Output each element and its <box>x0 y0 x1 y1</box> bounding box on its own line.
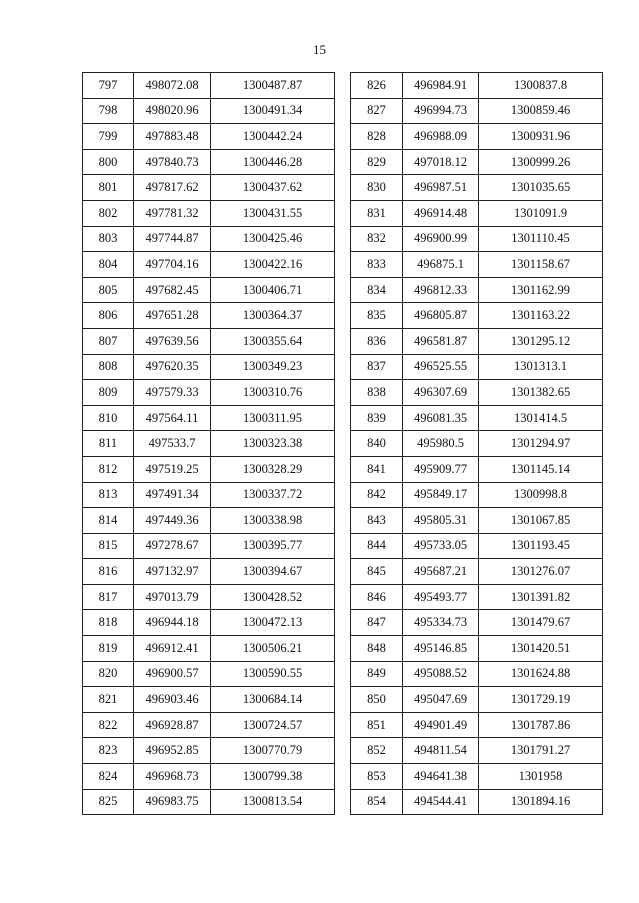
point-number-cell: 799 <box>83 124 134 150</box>
point-number-cell: 819 <box>83 636 134 662</box>
table-body <box>351 73 603 815</box>
table-row <box>83 98 335 124</box>
x-coordinate-cell: 496525.55 <box>403 354 479 380</box>
y-coordinate-cell: 1300395.77 <box>211 533 335 559</box>
table-row <box>351 712 603 738</box>
table-row <box>351 610 603 636</box>
x-coordinate-cell: 495733.05 <box>403 533 479 559</box>
y-coordinate-cell: 1301145.14 <box>479 456 603 482</box>
point-number-cell: 842 <box>351 482 403 508</box>
x-coordinate-cell: 497639.56 <box>134 328 211 354</box>
point-number-cell: 827 <box>351 98 403 124</box>
point-number-cell: 854 <box>351 789 403 815</box>
y-coordinate-cell: 1300394.67 <box>211 559 335 585</box>
y-coordinate-cell: 1300770.79 <box>211 738 335 764</box>
table-row <box>351 584 603 610</box>
y-coordinate-cell: 1300431.55 <box>211 200 335 226</box>
point-number-cell: 802 <box>83 200 134 226</box>
point-number-cell: 825 <box>83 789 134 815</box>
y-coordinate-cell: 1300859.46 <box>479 98 603 124</box>
point-number-cell: 798 <box>83 98 134 124</box>
table-row <box>83 712 335 738</box>
y-coordinate-cell: 1300310.76 <box>211 380 335 406</box>
table-row <box>351 636 603 662</box>
table-row <box>351 431 603 457</box>
x-coordinate-cell: 494811.54 <box>403 738 479 764</box>
x-coordinate-cell: 495146.85 <box>403 636 479 662</box>
point-number-cell: 840 <box>351 431 403 457</box>
x-coordinate-cell: 496875.1 <box>403 252 479 278</box>
table-row <box>351 559 603 585</box>
y-coordinate-cell: 1300323.38 <box>211 431 335 457</box>
x-coordinate-cell: 494641.38 <box>403 764 479 790</box>
table-row <box>351 456 603 482</box>
y-coordinate-cell: 1300999.26 <box>479 149 603 175</box>
y-coordinate-cell: 1301787.86 <box>479 712 603 738</box>
y-coordinate-cell: 1301162.99 <box>479 277 603 303</box>
y-coordinate-cell: 1301091.9 <box>479 200 603 226</box>
x-coordinate-cell: 496987.51 <box>403 175 479 201</box>
point-number-cell: 815 <box>83 533 134 559</box>
table-body <box>83 73 335 815</box>
point-number-cell: 847 <box>351 610 403 636</box>
y-coordinate-cell: 1300422.16 <box>211 252 335 278</box>
x-coordinate-cell: 494544.41 <box>403 789 479 815</box>
y-coordinate-cell: 1300813.54 <box>211 789 335 815</box>
table-row <box>83 252 335 278</box>
y-coordinate-cell: 1300472.13 <box>211 610 335 636</box>
table-row <box>83 508 335 534</box>
table-row <box>351 354 603 380</box>
point-number-cell: 829 <box>351 149 403 175</box>
point-number-cell: 804 <box>83 252 134 278</box>
y-coordinate-cell: 1301729.19 <box>479 687 603 713</box>
table-row <box>351 405 603 431</box>
y-coordinate-cell: 1301791.27 <box>479 738 603 764</box>
table-row <box>83 482 335 508</box>
point-number-cell: 812 <box>83 456 134 482</box>
table-row <box>83 559 335 585</box>
x-coordinate-cell: 498020.96 <box>134 98 211 124</box>
y-coordinate-cell: 1300355.64 <box>211 328 335 354</box>
table-row <box>83 405 335 431</box>
x-coordinate-cell: 496307.69 <box>403 380 479 406</box>
point-number-cell: 830 <box>351 175 403 201</box>
x-coordinate-cell: 496983.75 <box>134 789 211 815</box>
point-number-cell: 816 <box>83 559 134 585</box>
x-coordinate-cell: 496914.48 <box>403 200 479 226</box>
x-coordinate-cell: 495805.31 <box>403 508 479 534</box>
table-row <box>351 533 603 559</box>
table-row <box>351 687 603 713</box>
x-coordinate-cell: 497519.25 <box>134 456 211 482</box>
point-number-cell: 808 <box>83 354 134 380</box>
point-number-cell: 832 <box>351 226 403 252</box>
y-coordinate-cell: 1301294.97 <box>479 431 603 457</box>
point-number-cell: 841 <box>351 456 403 482</box>
x-coordinate-cell: 497132.97 <box>134 559 211 585</box>
x-coordinate-cell: 495088.52 <box>403 661 479 687</box>
point-number-cell: 810 <box>83 405 134 431</box>
y-coordinate-cell: 1300328.29 <box>211 456 335 482</box>
point-number-cell: 846 <box>351 584 403 610</box>
x-coordinate-cell: 497449.36 <box>134 508 211 534</box>
x-coordinate-cell: 497883.48 <box>134 124 211 150</box>
table-row <box>83 277 335 303</box>
point-number-cell: 817 <box>83 584 134 610</box>
point-number-cell: 800 <box>83 149 134 175</box>
point-number-cell: 853 <box>351 764 403 790</box>
y-coordinate-cell: 1301193.45 <box>479 533 603 559</box>
x-coordinate-cell: 496812.33 <box>403 277 479 303</box>
point-number-cell: 805 <box>83 277 134 303</box>
table-row <box>351 252 603 278</box>
y-coordinate-cell: 1300487.87 <box>211 73 335 99</box>
table-row <box>351 200 603 226</box>
y-coordinate-cell: 1301420.51 <box>479 636 603 662</box>
point-number-cell: 837 <box>351 354 403 380</box>
table-row <box>83 431 335 457</box>
y-coordinate-cell: 1301382.65 <box>479 380 603 406</box>
point-number-cell: 828 <box>351 124 403 150</box>
x-coordinate-cell: 495849.17 <box>403 482 479 508</box>
x-coordinate-cell: 496928.87 <box>134 712 211 738</box>
table-row <box>83 456 335 482</box>
y-coordinate-cell: 1301894.16 <box>479 789 603 815</box>
x-coordinate-cell: 494901.49 <box>403 712 479 738</box>
point-number-cell: 835 <box>351 303 403 329</box>
y-coordinate-cell: 1300506.21 <box>211 636 335 662</box>
point-number-cell: 848 <box>351 636 403 662</box>
table-row <box>83 200 335 226</box>
y-coordinate-cell: 1300349.23 <box>211 354 335 380</box>
point-number-cell: 845 <box>351 559 403 585</box>
x-coordinate-cell: 497704.16 <box>134 252 211 278</box>
point-number-cell: 850 <box>351 687 403 713</box>
table-row <box>83 303 335 329</box>
point-number-cell: 813 <box>83 482 134 508</box>
y-coordinate-cell: 1300338.98 <box>211 508 335 534</box>
table-row <box>351 175 603 201</box>
x-coordinate-cell: 496081.35 <box>403 405 479 431</box>
x-coordinate-cell: 496900.99 <box>403 226 479 252</box>
point-number-cell: 807 <box>83 328 134 354</box>
table-row <box>83 73 335 99</box>
x-coordinate-cell: 497744.87 <box>134 226 211 252</box>
table-row <box>351 73 603 99</box>
point-number-cell: 844 <box>351 533 403 559</box>
table-row <box>351 149 603 175</box>
x-coordinate-cell: 497579.33 <box>134 380 211 406</box>
y-coordinate-cell: 1301158.67 <box>479 252 603 278</box>
point-number-cell: 834 <box>351 277 403 303</box>
x-coordinate-cell: 496988.09 <box>403 124 479 150</box>
x-coordinate-cell: 496968.73 <box>134 764 211 790</box>
y-coordinate-cell: 1301391.82 <box>479 584 603 610</box>
y-coordinate-cell: 1300425.46 <box>211 226 335 252</box>
table-row <box>83 124 335 150</box>
point-number-cell: 839 <box>351 405 403 431</box>
coordinates-table-right <box>350 72 603 815</box>
point-number-cell: 824 <box>83 764 134 790</box>
table-row <box>83 610 335 636</box>
table-row <box>351 738 603 764</box>
x-coordinate-cell: 497018.12 <box>403 149 479 175</box>
x-coordinate-cell: 496952.85 <box>134 738 211 764</box>
y-coordinate-cell: 1300428.52 <box>211 584 335 610</box>
table-row <box>83 687 335 713</box>
point-number-cell: 809 <box>83 380 134 406</box>
point-number-cell: 801 <box>83 175 134 201</box>
table-row <box>351 661 603 687</box>
point-number-cell: 820 <box>83 661 134 687</box>
point-number-cell: 822 <box>83 712 134 738</box>
y-coordinate-cell: 1301295.12 <box>479 328 603 354</box>
x-coordinate-cell: 498072.08 <box>134 73 211 99</box>
table-row <box>83 175 335 201</box>
y-coordinate-cell: 1300337.72 <box>211 482 335 508</box>
y-coordinate-cell: 1300590.55 <box>211 661 335 687</box>
x-coordinate-cell: 496581.87 <box>403 328 479 354</box>
y-coordinate-cell: 1300446.28 <box>211 149 335 175</box>
table-row <box>83 636 335 662</box>
point-number-cell: 818 <box>83 610 134 636</box>
table-row <box>83 738 335 764</box>
page-number: 15 <box>313 42 326 57</box>
table-row <box>83 789 335 815</box>
point-number-cell: 849 <box>351 661 403 687</box>
x-coordinate-cell: 496912.41 <box>134 636 211 662</box>
point-number-cell: 803 <box>83 226 134 252</box>
x-coordinate-cell: 497491.34 <box>134 482 211 508</box>
x-coordinate-cell: 496994.73 <box>403 98 479 124</box>
y-coordinate-cell: 1300724.57 <box>211 712 335 738</box>
y-coordinate-cell: 1301035.65 <box>479 175 603 201</box>
y-coordinate-cell: 1300311.95 <box>211 405 335 431</box>
table-row <box>351 303 603 329</box>
y-coordinate-cell: 1300491.34 <box>211 98 335 124</box>
y-coordinate-cell: 1300931.96 <box>479 124 603 150</box>
y-coordinate-cell: 1300684.14 <box>211 687 335 713</box>
table-row <box>83 764 335 790</box>
table-row <box>351 98 603 124</box>
x-coordinate-cell: 496944.18 <box>134 610 211 636</box>
table-row <box>351 380 603 406</box>
x-coordinate-cell: 495493.77 <box>403 584 479 610</box>
table-row <box>351 789 603 815</box>
x-coordinate-cell: 495980.5 <box>403 431 479 457</box>
x-coordinate-cell: 496805.87 <box>403 303 479 329</box>
table-row <box>351 482 603 508</box>
y-coordinate-cell: 1301313.1 <box>479 354 603 380</box>
x-coordinate-cell: 497682.45 <box>134 277 211 303</box>
table-row <box>351 764 603 790</box>
point-number-cell: 851 <box>351 712 403 738</box>
table-row <box>83 328 335 354</box>
table-row <box>351 508 603 534</box>
y-coordinate-cell: 1301479.67 <box>479 610 603 636</box>
y-coordinate-cell: 1300364.37 <box>211 303 335 329</box>
y-coordinate-cell: 1300998.8 <box>479 482 603 508</box>
table-row <box>351 277 603 303</box>
point-number-cell: 843 <box>351 508 403 534</box>
y-coordinate-cell: 1300442.24 <box>211 124 335 150</box>
x-coordinate-cell: 495047.69 <box>403 687 479 713</box>
point-number-cell: 836 <box>351 328 403 354</box>
y-coordinate-cell: 1300437.62 <box>211 175 335 201</box>
point-number-cell: 826 <box>351 73 403 99</box>
y-coordinate-cell: 1301067.85 <box>479 508 603 534</box>
point-number-cell: 806 <box>83 303 134 329</box>
table-row <box>83 354 335 380</box>
point-number-cell: 852 <box>351 738 403 764</box>
y-coordinate-cell: 1301163.22 <box>479 303 603 329</box>
table-row <box>351 226 603 252</box>
coordinates-table-left <box>82 72 335 815</box>
y-coordinate-cell: 1301414.5 <box>479 405 603 431</box>
table-row <box>83 149 335 175</box>
x-coordinate-cell: 497278.67 <box>134 533 211 559</box>
y-coordinate-cell: 1300406.71 <box>211 277 335 303</box>
point-number-cell: 838 <box>351 380 403 406</box>
y-coordinate-cell: 1300837.8 <box>479 73 603 99</box>
table-row <box>83 533 335 559</box>
table-row <box>83 661 335 687</box>
x-coordinate-cell: 495687.21 <box>403 559 479 585</box>
table-row <box>351 328 603 354</box>
x-coordinate-cell: 496984.91 <box>403 73 479 99</box>
y-coordinate-cell: 1301958 <box>479 764 603 790</box>
x-coordinate-cell: 496903.46 <box>134 687 211 713</box>
x-coordinate-cell: 495334.73 <box>403 610 479 636</box>
y-coordinate-cell: 1301276.07 <box>479 559 603 585</box>
x-coordinate-cell: 495909.77 <box>403 456 479 482</box>
x-coordinate-cell: 497013.79 <box>134 584 211 610</box>
table-row <box>83 584 335 610</box>
table-row <box>351 124 603 150</box>
point-number-cell: 797 <box>83 73 134 99</box>
point-number-cell: 811 <box>83 431 134 457</box>
x-coordinate-cell: 497620.35 <box>134 354 211 380</box>
y-coordinate-cell: 1301110.45 <box>479 226 603 252</box>
y-coordinate-cell: 1300799.38 <box>211 764 335 790</box>
point-number-cell: 823 <box>83 738 134 764</box>
x-coordinate-cell: 497840.73 <box>134 149 211 175</box>
x-coordinate-cell: 497817.62 <box>134 175 211 201</box>
x-coordinate-cell: 497781.32 <box>134 200 211 226</box>
x-coordinate-cell: 496900.57 <box>134 661 211 687</box>
x-coordinate-cell: 497564.11 <box>134 405 211 431</box>
point-number-cell: 821 <box>83 687 134 713</box>
y-coordinate-cell: 1301624.88 <box>479 661 603 687</box>
point-number-cell: 814 <box>83 508 134 534</box>
x-coordinate-cell: 497651.28 <box>134 303 211 329</box>
table-row <box>83 380 335 406</box>
table-row <box>83 226 335 252</box>
point-number-cell: 833 <box>351 252 403 278</box>
point-number-cell: 831 <box>351 200 403 226</box>
x-coordinate-cell: 497533.7 <box>134 431 211 457</box>
